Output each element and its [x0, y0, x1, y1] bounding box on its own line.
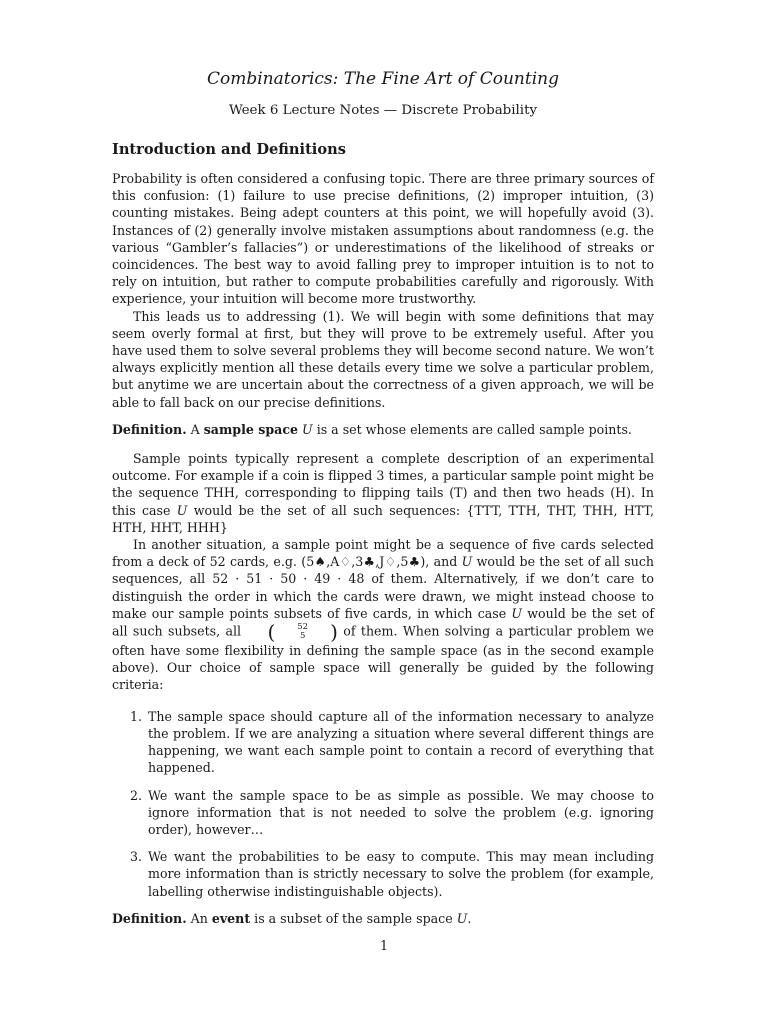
document-subtitle: Week 6 Lecture Notes — Discrete Probability	[228, 103, 538, 118]
cards-paragraph	[112, 536, 654, 694]
page-number: 1	[379, 938, 388, 953]
definition-label: Definition.	[112, 421, 187, 437]
definition-text: .	[467, 910, 472, 926]
criteria-item: 1. The sample space should capture all of the information necessary to analyze the problem. If we are analyzing a situation where several different things are happening, we want each sample point to contain a record of everything that happened.	[146, 708, 654, 777]
lecture-page	[112, 68, 654, 939]
math-variable: U	[461, 554, 473, 570]
paragraph-text: of them. When solving a particular problem we often have some flexibility in defining the sample space (as in the second example above). Our choice of sample space will generally be guided by the following criteria:	[112, 623, 654, 693]
paragraph-text: In another situation, a sample point might be a sequence of five cards selected from a deck of 52 cards, e.g. (5♠,A♢,3♣,J♢,5♣), and	[112, 537, 654, 570]
binomial-bottom: 5	[299, 631, 306, 642]
paragraph-text: would be the set of all such sequences: {TTT, TTH, THT, THH, HTT, HTH, HHT, HHH}	[112, 502, 654, 535]
criteria-item: 2. We want the sample space to be as simple as possible. We may choose to ignore information that is not needed to solve the problem (e.g. ignoring order), however…	[146, 787, 654, 839]
criteria-item: 3. We want the probabilities to be easy to compute. This may mean including more information than is strictly necessary to solve the problem (for example, labelling otherwise indistinguishable objects).	[146, 848, 654, 900]
intro-paragraph-2: This leads us to addressing (1). We will begin with some definitions that may seem overly formal at first, but they will prove to be extremely useful. After you have used them to solve several problems they will become second nature. We won’t always explicitly mention all these details every time we solve a particular problem, but anytime we are uncertain about the correctness of a given approach, we will be able to fall back on our precise definitions.	[112, 308, 654, 410]
section-heading: Introduction and Definitions	[112, 141, 346, 158]
definition-term: sample space	[203, 421, 299, 437]
definition-event	[112, 910, 654, 927]
definition-text: A	[190, 421, 200, 437]
paragraph-text: Sample points typically represent a complete description of an experimental outcome. For example if a coin is flipped 3 times, a particular sample point might be the sequence THH, corresponding to flipping tails (T) and then two heads (H). In this case	[112, 451, 654, 518]
paragraph-text: would be the set of all such subsets, all	[112, 605, 655, 639]
criteria-list	[112, 708, 654, 900]
binomial-coefficient: ( 52 5 )	[267, 620, 338, 645]
definition-text: An	[190, 910, 208, 926]
math-variable: U	[511, 605, 523, 621]
definition-sample-space	[112, 421, 654, 438]
definition-text: is a set whose elements are called sample points.	[316, 421, 632, 437]
definition-term: event	[211, 910, 251, 926]
math-variable: U	[176, 502, 188, 518]
sample-points-paragraph	[112, 450, 654, 536]
document-title: Combinatorics: The Fine Art of Counting	[207, 69, 559, 89]
math-variable: U	[302, 421, 313, 437]
math-variable: U	[456, 910, 468, 926]
intro-paragraph-1: Probability is often considered a confusing topic. There are three primary sources of this confusion: (1) failure to use precise definitions, (2) improper intuition, (3) counting mistakes. Being adept counters at this point, we will hopefully avoid (3). Instances of (2) generally involve mistaken assumptions about randomness (e.g. the various “Gambler’s fallacies”) or underestimations of the likelihood of streaks or coincidences. The best way to avoid falling prey to improper intuition is to not to rely on intuition, but rather to compute probabilities carefully and rigorously. With experience, your intuition will become more trustworthy.	[112, 171, 654, 307]
binomial-top: 52	[297, 622, 309, 633]
definition-text: is a subset of the sample space	[254, 910, 453, 926]
paragraph-text: would be the set of all such sequences, all 52 · 51 · 50 · 49 · 48 of them. Alternatively, if we don’t care to distinguish the order in which the cards were drawn, we might instead choose to make our sample points subsets of five cards, in which case	[112, 554, 654, 621]
definition-label: Definition.	[112, 910, 187, 926]
